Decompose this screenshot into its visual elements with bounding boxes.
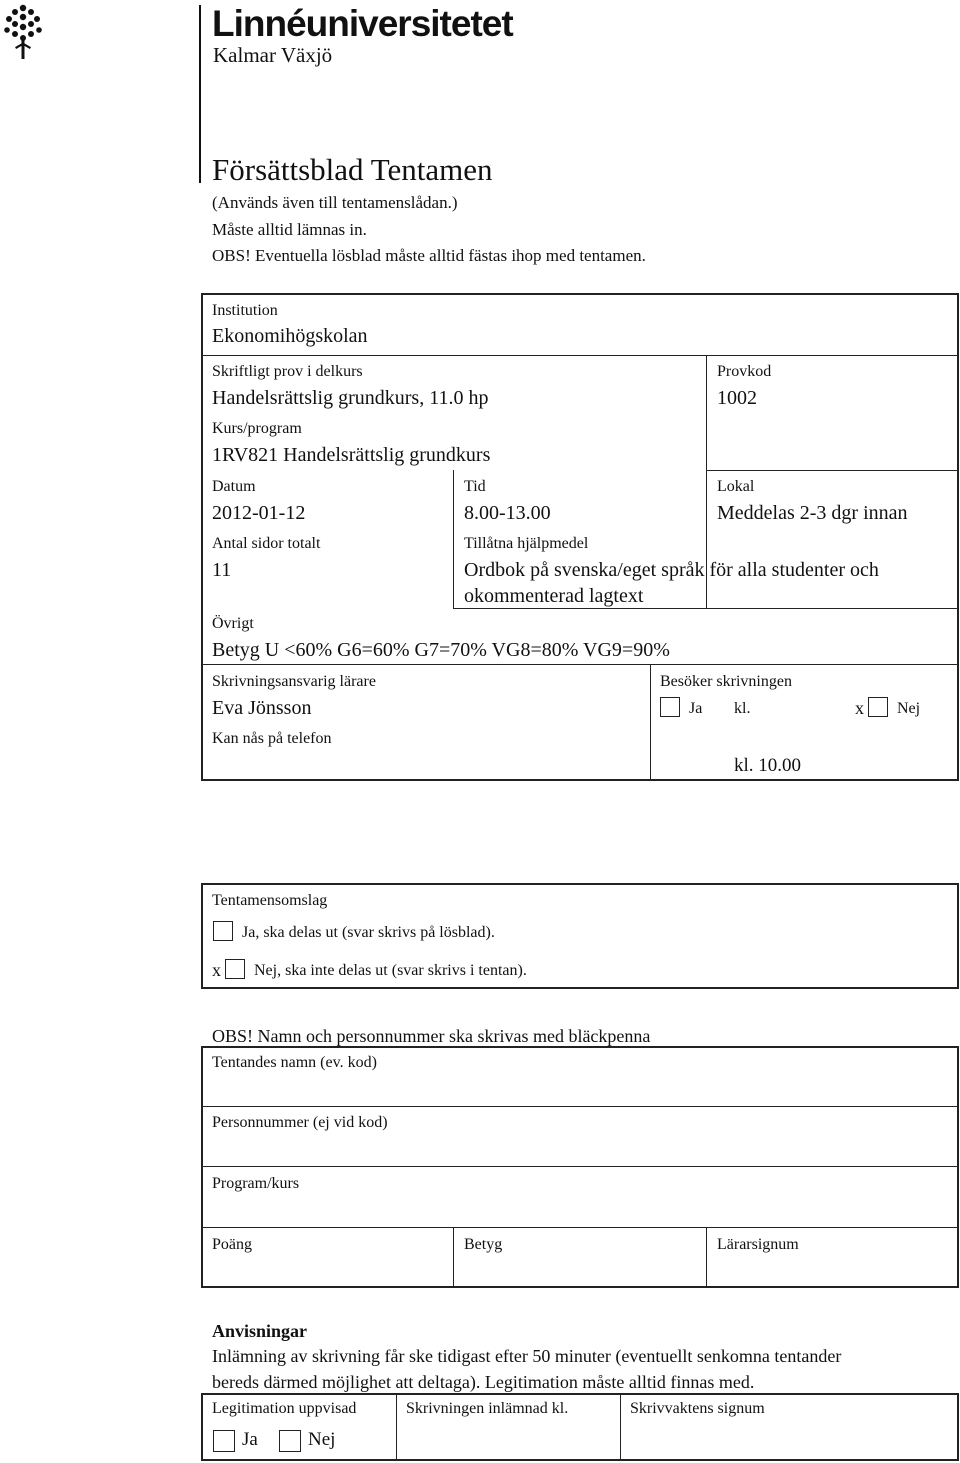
visit-no-mark: x <box>855 698 864 718</box>
cover-no-mark: x <box>212 960 221 980</box>
divider <box>201 664 959 665</box>
date-value: 2012-01-12 <box>212 502 306 524</box>
visit-time-value: kl. 10.00 <box>734 755 802 776</box>
visit-yes-checkbox[interactable] <box>660 697 680 717</box>
divider <box>650 664 651 780</box>
institution-value: Ekonomihögskolan <box>212 325 368 347</box>
logo-divider <box>199 5 201 183</box>
divider <box>201 1227 959 1228</box>
instructions-line-2: bereds därmed möjlighet att deltaga). Legitimation måste alltid finnas med. <box>212 1372 755 1392</box>
id-no-label: Nej <box>308 1429 336 1450</box>
course-label: Kurs/program <box>212 420 302 437</box>
allowed-aids-line-2: okommenterad lagtext <box>464 585 644 607</box>
cover-no-checkbox[interactable] <box>225 959 245 979</box>
date-label: Datum <box>212 478 256 495</box>
institution-label: Institution <box>212 302 278 319</box>
ink-notice: OBS! Namn och personnummer ska skrivas med bläckpenna <box>212 1026 651 1046</box>
submitted-time-label: Skrivningen inlämnad kl. <box>406 1400 569 1417</box>
divider <box>706 1227 707 1287</box>
phone-label: Kan nås på telefon <box>212 730 332 747</box>
intro-line-1: (Används även till tentamenslådan.) <box>212 193 458 212</box>
course-value: 1RV821 Handelsrättslig grundkurs <box>212 444 491 466</box>
student-info-box <box>201 1046 959 1288</box>
visits-exam-label: Besöker skrivningen <box>660 673 792 690</box>
id-checked-label: Legitimation uppvisad <box>212 1400 357 1417</box>
divider <box>201 355 959 356</box>
instructions-line-1: Inlämning av skrivning får ske tidigast efter 50 minuter (eventuellt senkomna tentander <box>212 1346 842 1366</box>
divider <box>201 1166 959 1167</box>
intro-line-2: Måste alltid lämnas in. <box>212 220 367 239</box>
exam-cover-label: Tentamensomslag <box>212 892 328 909</box>
page-title: Försättsblad Tentamen <box>212 152 493 187</box>
other-label: Övrigt <box>212 615 254 632</box>
room-label: Lokal <box>717 478 755 495</box>
visit-no-label: Nej <box>897 700 921 717</box>
divider <box>396 1393 397 1461</box>
divider <box>620 1393 621 1461</box>
cover-yes-checkbox[interactable] <box>213 921 233 941</box>
exam-code-label: Provkod <box>717 363 772 380</box>
divider <box>453 470 454 608</box>
visit-no-checkbox[interactable] <box>868 697 888 717</box>
allowed-aids-line-1: Ordbok på svenska/eget språk för alla studenter och <box>464 559 879 581</box>
responsible-teacher-label: Skrivningsansvarig lärare <box>212 673 376 690</box>
intro-line-3: OBS! Eventuella lösblad måste alltid fästas ihop med tentamen. <box>212 246 646 265</box>
allowed-aids-label: Tillåtna hjälpmedel <box>464 535 589 552</box>
grading-scale: Betyg U <60% G6=60% G7=70% VG8=80% VG9=90% <box>212 639 670 661</box>
program-label: Program/kurs <box>212 1175 300 1192</box>
instructions-title: Anvisningar <box>212 1321 308 1341</box>
time-value: 8.00-13.00 <box>464 502 551 524</box>
test-value: Handelsrättslig grundkurs, 11.0 hp <box>212 387 489 409</box>
cover-no-label: Nej, ska inte delas ut (svar skrivs i tentan). <box>254 962 527 979</box>
student-name-label: Tentandes namn (ev. kod) <box>212 1054 377 1071</box>
time-label: Tid <box>464 478 486 495</box>
test-label: Skriftligt prov i delkurs <box>212 363 363 380</box>
responsible-teacher-value: Eva Jönsson <box>212 697 312 719</box>
divider <box>706 470 959 471</box>
cover-yes-label: Ja, ska delas ut (svar skrivs på lösblad). <box>242 924 495 941</box>
visit-yes-label: Ja <box>689 700 703 717</box>
personal-number-label: Personnummer (ej vid kod) <box>212 1114 388 1131</box>
room-value: Meddelas 2-3 dgr innan <box>717 502 908 524</box>
invigilator-signature-label: Skrivvaktens signum <box>630 1400 765 1417</box>
page-count-label: Antal sidor totalt <box>212 535 321 552</box>
grade-label: Betyg <box>464 1236 503 1253</box>
exam-code-value: 1002 <box>717 387 757 409</box>
visit-time-label: kl. <box>734 700 751 717</box>
id-yes-label: Ja <box>242 1429 258 1450</box>
points-label: Poäng <box>212 1236 252 1253</box>
id-yes-checkbox[interactable] <box>213 1430 235 1452</box>
id-no-checkbox[interactable] <box>279 1430 301 1452</box>
university-name: Linnéuniversitetet <box>212 3 513 44</box>
divider <box>201 1106 959 1107</box>
page-count-value: 11 <box>212 559 232 581</box>
divider <box>453 1227 454 1287</box>
university-campuses: Kalmar Växjö <box>213 43 333 67</box>
university-tree-logo-icon <box>3 3 43 61</box>
teacher-signature-label: Lärarsignum <box>717 1236 799 1253</box>
